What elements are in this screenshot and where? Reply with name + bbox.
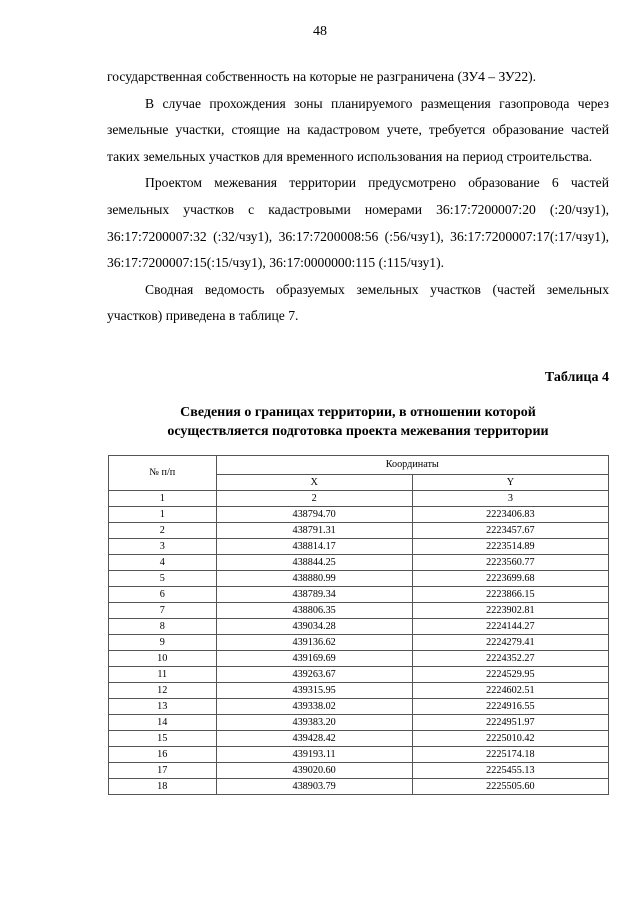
y-coordinate-cell: 2224352.27 <box>412 651 608 667</box>
x-coordinate-cell: 438794.70 <box>216 507 412 523</box>
x-coordinate-cell: 439136.62 <box>216 635 412 651</box>
header-coordinates: Координаты <box>216 456 609 475</box>
table-row <box>109 747 609 763</box>
point-number-cell: 4 <box>109 555 217 571</box>
point-number-cell: 9 <box>109 635 217 651</box>
table-row <box>109 683 609 699</box>
x-coordinate-cell: 439383.20 <box>216 715 412 731</box>
y-coordinate-cell: 2223866.15 <box>412 587 608 603</box>
point-number-cell: 17 <box>109 763 217 779</box>
coordinates-table <box>108 455 609 795</box>
point-number-cell: 15 <box>109 731 217 747</box>
y-coordinate-cell: 2224529.95 <box>412 667 608 683</box>
point-number-cell: 7 <box>109 603 217 619</box>
x-coordinate-cell: 439020.60 <box>216 763 412 779</box>
y-coordinate-cell: 2224602.51 <box>412 683 608 699</box>
x-coordinate-cell: 438806.35 <box>216 603 412 619</box>
y-coordinate-cell: 2225505.60 <box>412 779 608 795</box>
table-title <box>107 403 609 441</box>
y-coordinate-cell: 2225174.18 <box>412 747 608 763</box>
table-label: Таблица 4 <box>544 370 609 385</box>
paragraph: государственная собственность на которые не разграничена (ЗУ4 – ЗУ22). <box>107 69 537 84</box>
table-row <box>109 651 609 667</box>
point-number-cell: 6 <box>109 587 217 603</box>
table-title-line: осуществляется подготовка проекта межевания территории <box>167 424 549 439</box>
point-number-cell: 8 <box>109 619 217 635</box>
table-row <box>109 635 609 651</box>
table-row <box>109 667 609 683</box>
x-coordinate-cell: 439263.67 <box>216 667 412 683</box>
index-cell: 3 <box>412 491 608 507</box>
header-x: X <box>216 475 412 491</box>
x-coordinate-cell: 439034.28 <box>216 619 412 635</box>
point-number-cell: 16 <box>109 747 217 763</box>
y-coordinate-cell: 2224144.27 <box>412 619 608 635</box>
table-row <box>109 539 609 555</box>
table-title-line: Сведения о границах территории, в отношении которой <box>180 405 536 420</box>
point-number-cell: 14 <box>109 715 217 731</box>
y-coordinate-cell: 2223902.81 <box>412 603 608 619</box>
table-row <box>109 603 609 619</box>
y-coordinate-cell: 2223560.77 <box>412 555 608 571</box>
table-row <box>109 523 609 539</box>
point-number-cell: 12 <box>109 683 217 699</box>
x-coordinate-cell: 438814.17 <box>216 539 412 555</box>
paragraph: Сводная ведомость образуемых земельных участков (частей земельных участков) приведена в таблице 7. <box>107 281 609 324</box>
point-number-cell: 18 <box>109 779 217 795</box>
table-body <box>109 507 609 795</box>
y-coordinate-cell: 2224279.41 <box>412 635 608 651</box>
table-row <box>109 619 609 635</box>
table-row <box>109 571 609 587</box>
y-coordinate-cell: 2223699.68 <box>412 571 608 587</box>
x-coordinate-cell: 438844.25 <box>216 555 412 571</box>
table-row <box>109 731 609 747</box>
x-coordinate-cell: 439428.42 <box>216 731 412 747</box>
x-coordinate-cell: 438903.79 <box>216 779 412 795</box>
index-cell: 2 <box>216 491 412 507</box>
point-number-cell: 10 <box>109 651 217 667</box>
x-coordinate-cell: 439169.69 <box>216 651 412 667</box>
point-number-cell: 5 <box>109 571 217 587</box>
y-coordinate-cell: 2223514.89 <box>412 539 608 555</box>
body-text <box>107 64 609 330</box>
point-number-cell: 1 <box>109 507 217 523</box>
header-y: Y <box>412 475 608 491</box>
point-number-cell: 11 <box>109 667 217 683</box>
header-num: № п/п <box>109 456 217 491</box>
table-row <box>109 763 609 779</box>
point-number-cell: 13 <box>109 699 217 715</box>
x-coordinate-cell: 439338.02 <box>216 699 412 715</box>
page-number: 48 <box>313 24 327 39</box>
x-coordinate-cell: 439193.11 <box>216 747 412 763</box>
y-coordinate-cell: 2225010.42 <box>412 731 608 747</box>
x-coordinate-cell: 438789.34 <box>216 587 412 603</box>
y-coordinate-cell: 2223457.67 <box>412 523 608 539</box>
y-coordinate-cell: 2224951.97 <box>412 715 608 731</box>
table-row <box>109 779 609 795</box>
table-row <box>109 715 609 731</box>
y-coordinate-cell: 2225455.13 <box>412 763 608 779</box>
x-coordinate-cell: 439315.95 <box>216 683 412 699</box>
y-coordinate-cell: 2224916.55 <box>412 699 608 715</box>
paragraph: Проектом межевания территории предусмотрено образование 6 частей земельных участков с кадастровыми номерами 36:17:7200007:20 (:20/чзу1), 36:17:7200007:32 (:32/чзу1), 36:17:7200008:56 (:56/чзу1), 36:17:7200007:17(:17/чзу1), 36:17:7200007:15(:15/чзу1), 36:17:0000000:115 (:115/чзу1). <box>107 175 609 271</box>
table-row <box>109 587 609 603</box>
point-number-cell: 3 <box>109 539 217 555</box>
x-coordinate-cell: 438791.31 <box>216 523 412 539</box>
x-coordinate-cell: 438880.99 <box>216 571 412 587</box>
table-row <box>109 699 609 715</box>
index-cell: 1 <box>109 491 217 507</box>
y-coordinate-cell: 2223406.83 <box>412 507 608 523</box>
point-number-cell: 2 <box>109 523 217 539</box>
paragraph: В случае прохождения зоны планируемого размещения газопровода через земельные участки, стоящие на кадастровом учете, требуется образование частей таких земельных участков для временного использования на период строительства. <box>107 95 609 164</box>
table-row <box>109 555 609 571</box>
table-row <box>109 507 609 523</box>
